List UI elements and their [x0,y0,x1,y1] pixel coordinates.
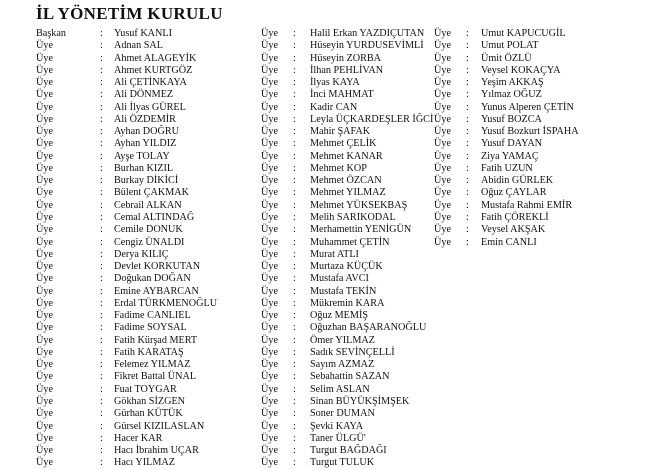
separator-colon: : [100,187,103,199]
member-name: Gürhan KÜTÜK [114,408,183,420]
separator-colon: : [100,297,103,309]
member-name: Fatih UZUN [481,162,533,174]
separator-colon: : [293,89,296,101]
separator-colon: : [100,359,103,371]
separator-colon: : [100,150,103,162]
member-name: Cebrail ALKAN [114,199,182,211]
separator-colon: : [100,113,103,125]
member-name: Umut KAPUCUGİL [481,28,566,39]
member-role: Üye [36,150,53,162]
member-name: Ayhan DOĞRU [114,126,179,138]
member-name: Oğuz ÇAYLAR [481,187,547,199]
member-name: Ayşe TOLAY [114,150,170,162]
member-name: Yeşim AKKAŞ [481,77,544,89]
member-role: Üye [36,40,53,52]
separator-colon: : [100,408,103,420]
separator-colon: : [466,162,469,174]
separator-colon: : [100,273,103,285]
member-role: Üye [36,52,53,64]
member-role: Üye [261,371,278,383]
separator-colon: : [293,40,296,52]
member-name: Mehmet ÇELİK [310,138,377,150]
member-name: Erdal TÜRKMENOĞLU [114,297,218,309]
member-role: Üye [261,310,278,322]
separator-colon: : [293,236,296,248]
member-role: Üye [434,211,451,223]
member-role: Üye [36,383,53,395]
separator-colon: : [293,28,296,39]
separator-colon: : [293,371,296,383]
separator-colon: : [293,199,296,211]
separator-colon: : [293,52,296,64]
member-name: Taner ÜLGÜ' [310,432,366,444]
member-name: Felemez YILMAZ [114,359,191,371]
member-name: Emin CANLI [481,236,537,248]
separator-colon: : [466,175,469,187]
member-name: Mehmet YILMAZ [310,187,386,199]
separator-colon: : [466,138,469,150]
member-name: Yusuf KANLI [114,28,173,39]
member-role: Üye [261,322,278,334]
separator-colon: : [466,199,469,211]
member-name: Ali ÇETİNKAYA [114,77,187,89]
separator-colon: : [466,211,469,223]
separator-colon: : [100,371,103,383]
separator-colon: : [293,224,296,236]
member-role: Üye [261,89,278,101]
member-name: İlyas KAYA [310,77,360,89]
member-role: Üye [434,199,451,211]
member-name: Ahmet ALAGEYİK [114,52,197,64]
member-name: Hacı YILMAZ [114,457,176,469]
member-role: Üye [261,175,278,187]
separator-colon: : [466,40,469,52]
member-name: Fadime SOYSAL [114,322,187,334]
member-role: Üye [36,224,53,236]
page-title: İL YÖNETİM KURULU [36,4,223,23]
member-role: Üye [434,89,451,101]
member-role: Üye [261,395,278,407]
member-role: Üye [261,162,278,174]
member-name: Fikret Battal ÜNAL [114,371,197,383]
member-role: Üye [434,77,451,89]
member-name: Soner DUMAN [310,408,375,420]
member-role: Üye [261,359,278,371]
member-name: Ali İlyas GÜREL [114,101,186,113]
separator-colon: : [100,138,103,150]
separator-colon: : [100,322,103,334]
member-role: Üye [261,445,278,457]
member-role: Üye [261,297,278,309]
separator-colon: : [466,89,469,101]
separator-colon: : [100,40,103,52]
member-name: Veysel AKŞAK [481,224,546,236]
member-role: Üye [36,89,53,101]
member-role: Üye [36,310,53,322]
member-name: Gökhan SİZGEN [114,395,186,407]
member-role: Üye [434,113,451,125]
member-role: Üye [261,236,278,248]
separator-colon: : [293,432,296,444]
member-name: Emine AYBARCAN [114,285,199,297]
member-name: Yusuf DAYAN [481,138,543,150]
member-name: Fatih KARATAŞ [114,346,184,358]
member-role: Üye [261,52,278,64]
separator-colon: : [466,236,469,248]
member-name: Kadir CAN [310,101,358,113]
separator-colon: : [293,383,296,395]
separator-colon: : [100,310,103,322]
member-name: Yusuf Bozkurt İSPAHA [481,126,579,138]
separator-colon: : [293,445,296,457]
separator-colon: : [293,359,296,371]
separator-colon: : [293,408,296,420]
member-name: Yusuf BOZCA [481,113,542,125]
member-role: Üye [36,432,53,444]
separator-colon: : [466,28,469,39]
member-role: Üye [434,40,451,52]
separator-colon: : [100,126,103,138]
member-name: Murtaza KÜÇÜK [310,261,383,273]
member-name: Burkay DİKİCİ [114,175,179,187]
member-name: Oğuz MEMİŞ [310,310,369,322]
member-name: Ahmet KURTGÖZ [114,64,193,76]
member-name: Melih SARIKODAL [310,211,396,223]
member-role: Üye [36,77,53,89]
member-role: Üye [36,236,53,248]
member-role: Üye [261,334,278,346]
member-name: Mahir ŞAFAK [310,126,371,138]
separator-colon: : [466,224,469,236]
separator-colon: : [293,175,296,187]
separator-colon: : [100,285,103,297]
member-name: Mehmet KANAR [310,150,383,162]
member-role: Üye [261,383,278,395]
separator-colon: : [100,261,103,273]
member-role: Üye [36,346,53,358]
member-name: Yunus Alperen ÇETİN [481,101,574,113]
separator-colon: : [466,150,469,162]
member-name: Fadime CANLIEL [114,310,191,322]
separator-colon: : [466,52,469,64]
member-name: Fuat TOYGAR [114,383,177,395]
member-name: Umut POLAT [481,40,539,52]
member-role: Üye [261,150,278,162]
member-role: Üye [261,199,278,211]
member-role: Üye [36,408,53,420]
separator-colon: : [100,89,103,101]
member-role: Üye [36,322,53,334]
member-name: Cemal ALTINDAĞ [114,211,195,223]
member-role: Üye [36,273,53,285]
member-role: Üye [36,126,53,138]
separator-colon: : [293,126,296,138]
member-role: Üye [36,297,53,309]
separator-colon: : [100,457,103,469]
member-name: Abidin GÜRLEK [481,175,554,187]
separator-colon: : [293,322,296,334]
separator-colon: : [466,101,469,113]
separator-colon: : [293,64,296,76]
member-name: Mustafa TEKİN [310,285,377,297]
separator-colon: : [100,64,103,76]
member-name: Ümit ÖZLÜ [481,52,532,64]
member-name: Halil Erkan YAZDIÇUTAN [310,28,425,39]
member-role: Üye [36,138,53,150]
separator-colon: : [100,162,103,174]
member-role: Üye [434,224,451,236]
separator-colon: : [100,432,103,444]
member-role: Üye [434,52,451,64]
member-role: Üye [36,248,53,260]
member-role: Üye [261,273,278,285]
separator-colon: : [293,150,296,162]
member-role: Üye [36,395,53,407]
member-role: Üye [261,432,278,444]
member-role: Üye [434,162,451,174]
separator-colon: : [293,113,296,125]
separator-colon: : [466,126,469,138]
member-name: Oğuzhan BAŞARANOĞLU [310,322,427,334]
separator-colon: : [466,187,469,199]
member-role: Üye [261,187,278,199]
member-role: Üye [36,199,53,211]
member-name: Merhamettin YENİGÜN [310,224,412,236]
member-name: Hacı İbrahim UÇAR [114,445,199,457]
member-role: Üye [261,126,278,138]
separator-colon: : [100,445,103,457]
separator-colon: : [100,199,103,211]
member-role: Üye [261,40,278,52]
separator-colon: : [466,77,469,89]
member-name: Adnan SAL [114,40,163,52]
member-role: Üye [261,211,278,223]
separator-colon: : [293,162,296,174]
member-role: Üye [434,101,451,113]
member-role: Üye [36,334,53,346]
member-role: Üye [36,371,53,383]
separator-colon: : [293,211,296,223]
member-role: Üye [434,150,451,162]
member-role: Üye [434,187,451,199]
separator-colon: : [100,28,103,39]
separator-colon: : [100,395,103,407]
member-role: Üye [36,187,53,199]
member-role: Üye [261,346,278,358]
member-role: Üye [261,28,278,39]
member-role: Üye [36,261,53,273]
member-role: Üye [261,224,278,236]
separator-colon: : [293,420,296,432]
separator-colon: : [100,236,103,248]
separator-colon: : [100,52,103,64]
member-name: Ali ÖZDEMİR [114,113,176,125]
member-name: Leyla ÜÇKARDEŞLER İĞCİ [310,113,434,125]
member-name: Ayhan YILDIZ [114,138,177,150]
member-name: Mustafa Rahmi EMİR [481,199,573,211]
member-role: Üye [36,101,53,113]
member-role: Üye [261,101,278,113]
member-name: Sebahattin SAZAN [310,371,390,383]
separator-colon: : [100,248,103,260]
member-role: Üye [434,126,451,138]
member-role: Üye [261,64,278,76]
member-role: Başkan [36,28,66,39]
separator-colon: : [293,334,296,346]
member-name: Cemile DONUK [114,224,183,236]
separator-colon: : [293,248,296,260]
member-name: Sayım AZMAZ [310,359,375,371]
member-name: Hacer KAR [114,432,163,444]
separator-colon: : [100,175,103,187]
member-name: Turgut BAĞDAĞI [310,445,387,457]
separator-colon: : [293,297,296,309]
member-role: Üye [434,236,451,248]
member-role: Üye [434,28,451,39]
member-name: Ziya YAMAÇ [481,150,539,162]
member-role: Üye [36,420,53,432]
separator-colon: : [293,273,296,285]
member-role: Üye [36,445,53,457]
member-role: Üye [261,285,278,297]
separator-colon: : [293,101,296,113]
separator-colon: : [293,138,296,150]
member-role: Üye [36,285,53,297]
separator-colon: : [293,310,296,322]
member-role: Üye [36,175,53,187]
member-name: Gürsel KIZILASLAN [114,420,205,432]
separator-colon: : [293,457,296,469]
member-name: İnci MAHMAT [310,89,374,101]
member-role: Üye [261,408,278,420]
member-role: Üye [261,113,278,125]
member-name: Doğukan DOĞAN [114,273,191,285]
member-name: Ali DÖNMEZ [114,89,174,101]
member-name: Mehmet YÜKSEKBAŞ [310,199,408,211]
member-role: Üye [36,64,53,76]
separator-colon: : [100,420,103,432]
member-name: Cengiz ÜNALDI [114,236,185,248]
separator-colon: : [100,224,103,236]
member-name: Hüseyin YURDUSEVİMLİ [310,40,424,52]
member-role: Üye [261,457,278,469]
separator-colon: : [293,261,296,273]
member-role: Üye [36,457,53,469]
member-name: Murat ATLI [310,248,359,260]
separator-colon: : [100,77,103,89]
member-name: Veysel KOKAÇYA [481,64,561,76]
member-role: Üye [36,211,53,223]
member-role: Üye [261,138,278,150]
member-name: Selim ASLAN [310,383,370,395]
member-name: Mustafa AVCI [310,273,369,285]
separator-colon: : [100,346,103,358]
member-name: Şevki KAYA [310,420,364,432]
member-role: Üye [434,175,451,187]
member-name: Turgut TULUK [310,457,375,469]
member-name: Fatih Kürşad MERT [114,334,198,346]
separator-colon: : [293,285,296,297]
separator-colon: : [100,383,103,395]
separator-colon: : [466,113,469,125]
member-name: Mehmet KOP [310,162,367,174]
member-name: Devlet KORKUTAN [114,261,201,273]
member-name: Muhammet ÇETİN [310,236,390,248]
separator-colon: : [100,101,103,113]
member-role: Üye [36,359,53,371]
member-name: Ömer YILMAZ [310,334,375,346]
member-name: Bülent ÇAKMAK [114,187,189,199]
member-role: Üye [261,420,278,432]
separator-colon: : [466,64,469,76]
separator-colon: : [293,77,296,89]
separator-colon: : [293,187,296,199]
member-name: Fatih ÇÖREKLİ [481,211,549,223]
member-name: Derya KILIÇ [114,248,169,260]
member-role: Üye [261,248,278,260]
member-role: Üye [261,261,278,273]
separator-colon: : [100,211,103,223]
member-name: Sinan BÜYÜKŞİMŞEK [310,395,410,407]
member-name: Mükremin KARA [310,297,385,309]
separator-colon: : [100,334,103,346]
member-role: Üye [261,77,278,89]
member-role: Üye [36,162,53,174]
member-name: Burhan KIZIL [114,162,174,174]
member-name: İlhan PEHLİVAN [310,64,384,76]
member-role: Üye [434,64,451,76]
member-name: Mehmet ÖZCAN [310,175,382,187]
member-role: Üye [434,138,451,150]
member-name: Sadık SEVİNÇELLİ [310,346,395,358]
separator-colon: : [293,395,296,407]
separator-colon: : [293,346,296,358]
member-name: Hüseyin ZORBA [310,52,382,64]
member-role: Üye [36,113,53,125]
member-name: Yılmaz OĞUZ [481,89,542,101]
